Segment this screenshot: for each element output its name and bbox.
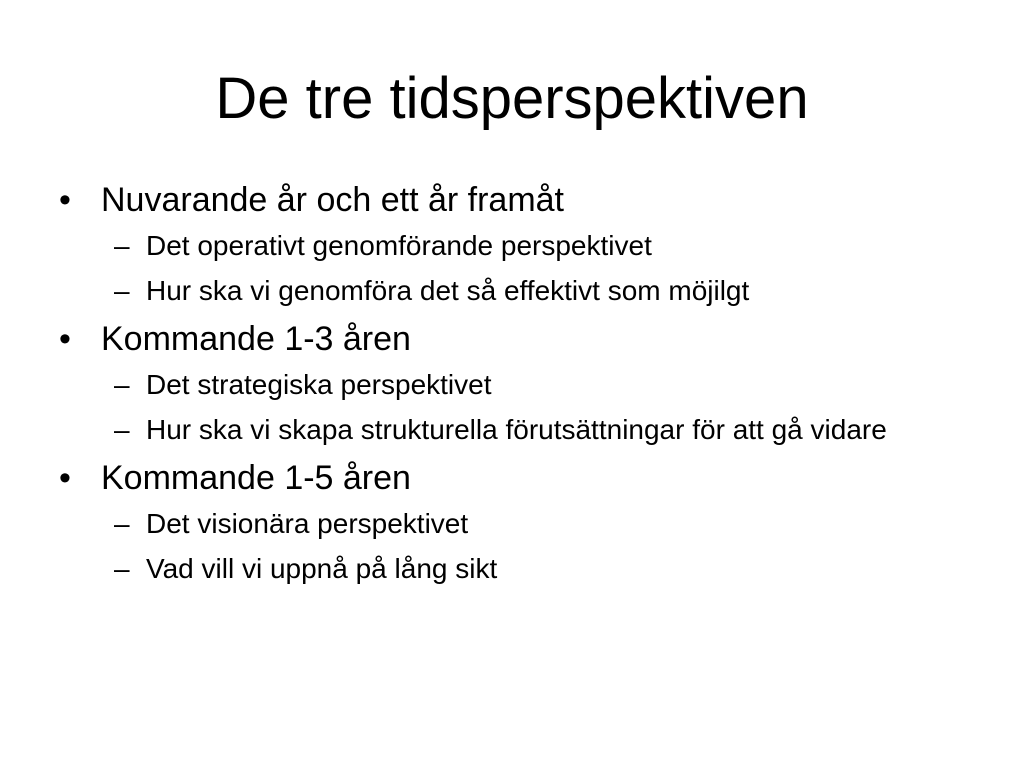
sub-bullet-item bbox=[56, 368, 961, 401]
bullet-list bbox=[56, 180, 976, 597]
dash-marker: – bbox=[114, 414, 130, 445]
bullet-text: Nuvarande år och ett år framåt bbox=[101, 181, 565, 219]
sub-bullet-item bbox=[56, 413, 961, 446]
dash-marker: – bbox=[114, 369, 130, 400]
dash-marker: – bbox=[114, 275, 130, 306]
dash-marker: – bbox=[114, 508, 130, 539]
bullet-marker: • bbox=[59, 320, 71, 358]
sub-bullet-item bbox=[56, 274, 961, 307]
bullet-item bbox=[56, 319, 976, 359]
bullet-marker: • bbox=[59, 459, 71, 497]
sub-bullet-item bbox=[56, 229, 961, 262]
sub-bullet-item bbox=[56, 507, 961, 540]
dash-marker: – bbox=[114, 230, 130, 261]
bullet-marker: • bbox=[59, 181, 71, 219]
bullet-text: Kommande 1-3 åren bbox=[101, 320, 411, 358]
sub-bullet-text: Det strategiska perspektivet bbox=[146, 369, 492, 400]
sub-bullet-text: Hur ska vi genomföra det så effektivt som möjilgt bbox=[146, 275, 750, 306]
sub-bullet-text: Vad vill vi uppnå på lång sikt bbox=[146, 553, 498, 584]
bullet-item bbox=[56, 180, 976, 220]
bullet-item bbox=[56, 458, 976, 498]
slide-title: De tre tidsperspektiven bbox=[215, 66, 809, 131]
sub-bullet-item bbox=[56, 552, 961, 585]
sub-bullet-text: Det operativt genomförande perspektivet bbox=[146, 230, 652, 261]
sub-bullet-text: Det visionära perspektivet bbox=[146, 508, 469, 539]
dash-marker: – bbox=[114, 553, 130, 584]
sub-bullet-text: Hur ska vi skapa strukturella förutsättningar för att gå vidare bbox=[146, 414, 887, 445]
bullet-text: Kommande 1-5 åren bbox=[101, 459, 411, 497]
